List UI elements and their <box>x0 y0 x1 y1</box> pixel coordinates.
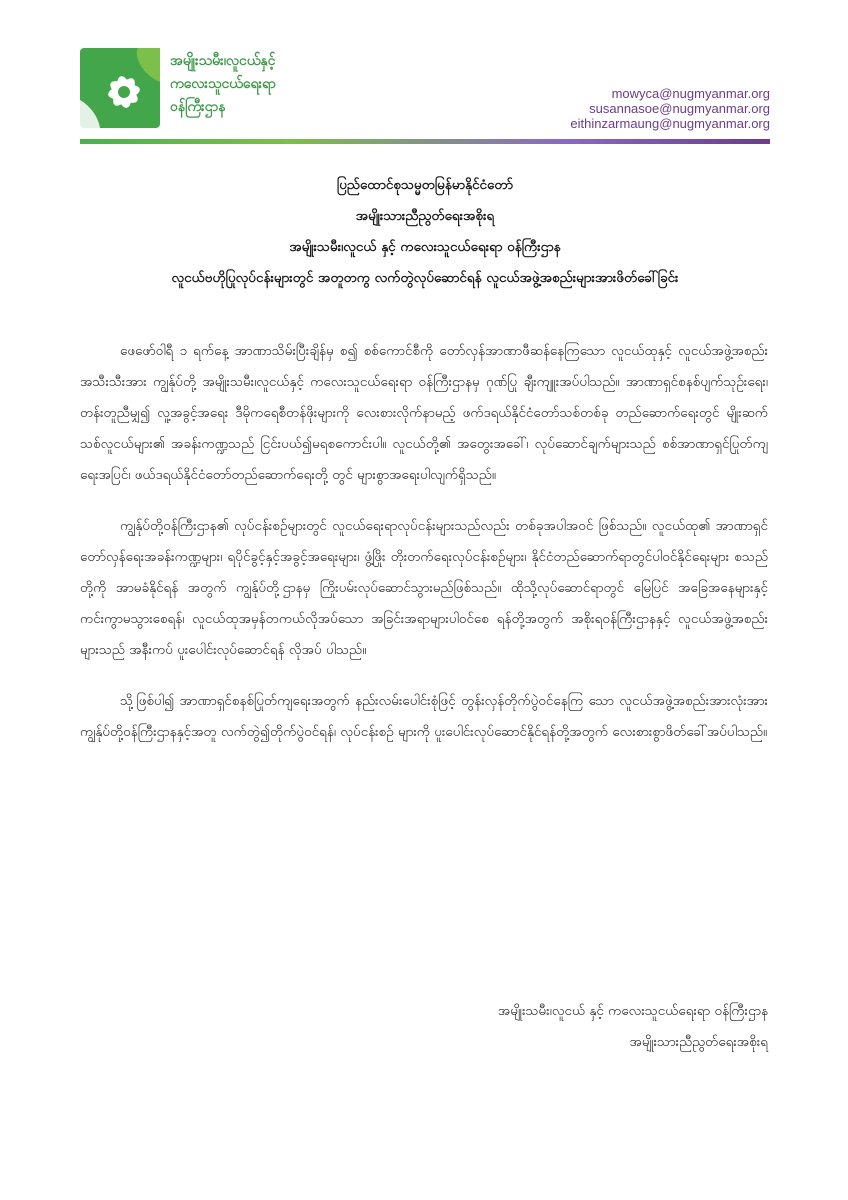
email-address[interactable]: mowyca@nugmyanmar.org <box>611 86 770 101</box>
body-paragraph: သို့ဖြစ်ပါ၍ အာဏာရှင်စနစ်ပြုတ်ကျရေးအတွက် နည်းလမ်းပေါင်းစုံဖြင့် တွန်းလှန်တိုက်ပွဲဝင်နေကြ သော လူငယ်အဖွဲ့အစည်းအားလုံးအား ကျွန်ုပ်တို့ဝန်ကြီးဌာနနှင့်အတူ လက်တွဲ၍တိုက်ပွဲဝင်ရန်၊ လုပ်ငန်းစဉ် များကို ပူးပေါင်းလုပ်ဆောင်နိုင်ရန်တို့အတွက် လေးစားစွာဖိတ်ခေါ်အပ်ပါသည်။ <box>80 693 768 740</box>
title-line-ministry: အမျိုးသမီး၊လူငယ် နှင့် ကလေးသူငယ်ရေးရာ ဝန်ကြီးဌာန <box>289 239 561 255</box>
flower-leaf-logo-icon <box>80 48 160 128</box>
logo-line: အမျိုးသမီး၊လူငယ်နှင့် <box>170 53 276 69</box>
document-title-block <box>80 170 770 294</box>
email-address[interactable]: susannasoe@nugmyanmar.org <box>589 101 770 116</box>
email-address[interactable]: eithinzarmaung@nugmyanmar.org <box>570 116 770 131</box>
logo-wordmark <box>170 50 345 119</box>
body-paragraph: ကျွန်ုပ်တို့ဝန်ကြီးဌာန၏ လုပ်ငန်းစဉ်များတွင် လူငယ်ရေးရာလုပ်ငန်းများသည်လည်း တစ်ခုအပါအဝင် ဖြစ်သည်။ လူငယ်ထု၏ အာဏာရှင်တော်လှန်ရေးအခန်းကဏ္ဍများ၊ ရပိုင်ခွင့်နှင့်အခွင့်အရေးများ၊ ဖွံ့ဖြိုး တိုးတက်ရေးလုပ်ငန်းစဉ်များ၊ နိုင်ငံတည်ဆောက်ရာတွင်ပါဝင်နိုင်ရေးများ စသည်တို့ကို အာမခံနိုင်ရန် အတွက် ကျွန်ုပ်တို့ဌာနမှ ကြိုးပမ်းလုပ်ဆောင်သွားမည်ဖြစ်သည်။ ထိုသို့လုပ်ဆောင်ရာတွင် မြေပြင် အခြေအနေများနှင့် ကင်းကွာမသွားစေရန်၊ လူငယ်ထုအမှန်တကယ်လိုအပ်သော အခြင်းအရာများပါဝင်စေ ရန်တို့အတွက် အစိုးရဝန်ကြီးဌာနနှင့် လူငယ်အဖွဲ့အစည်းများသည် အနီးကပ် ပူးပေါင်းလုပ်ဆောင်ရန် လိုအပ် ပါသည်။ <box>80 518 768 658</box>
logo-line: ကလေးသူငယ်ရေးရာ <box>170 76 276 92</box>
title-line-government: အမျိုးသားညီညွတ်ရေးအစိုးရ <box>355 208 495 224</box>
signature-government: အမျိုးသားညီညွတ်ရေးအစိုးရ <box>629 1034 768 1050</box>
letterhead <box>80 46 770 136</box>
header-divider <box>80 139 770 144</box>
ministry-logo <box>80 46 340 128</box>
contact-emails <box>570 86 770 131</box>
body-paragraph: ဖေဖော်ဝါရီ ၁ ရက်နေ့ အာဏာသိမ်းပြီးချိန်မှ စ၍ စစ်ကောင်စီကို တော်လှန်အာဏာဖီဆန်နေကြသော လူငယ်ထုနှင့် လူငယ်အဖွဲ့အစည်းအသီးသီးအား ကျွန်ုပ်တို့ အမျိုးသမီး၊လူငယ်နှင့် ကလေးသူငယ်ရေးရာ ဝန်ကြီးဌာနမှ ဂုဏ်ပြု ချီးကျူးအပ်ပါသည်။ အာဏာရှင်စနစ်ပျက်သုဉ်းရေး၊ တန်းတူညီမျှ၍ လူ့အခွင့်အရေး ဒီမိုကရေစီတန်ဖိုးများကို လေးစားလိုက်နာမည့် ဖက်ဒရယ်နိုင်ငံတော်သစ်တစ်ခု တည်ဆောက်ရေးတွင် မျိုးဆက်သစ်လူငယ်များ၏ အခန်းကဏ္ဍသည် ငြင်းပယ်၍မရစကောင်းပါ။ လူငယ်တို့၏ အတွေးအခေါ်၊ လုပ်ဆောင်ချက်များသည် စစ်အာဏာရှင်ပြုတ်ကျရေးအပြင်၊ ဖယ်ဒရယ်နိုင်ငံတော်တည်ဆောက်ရေးတို့ တွင် များစွာအရေးပါလျက်ရှိသည်။ <box>80 343 768 483</box>
title-line-subject: လူငယ်ဗဟိုပြုလုပ်ငန်းများတွင် အတူတကွ လက်တွဲလုပ်ဆောင်ရန် လူငယ်အဖွဲ့အစည်းများအားဖိတ်ခေါ်ခြင်း <box>171 270 679 286</box>
signature-block <box>498 996 768 1058</box>
title-line-country: ပြည်ထောင်စုသမ္မတမြန်မာနိုင်ငံတော် <box>336 177 514 193</box>
logo-line: ဝန်ကြီးဌာန <box>170 99 226 115</box>
signature-ministry: အမျိုးသမီး၊လူငယ် နှင့် ကလေးသူငယ်ရေးရာ ဝန်ကြီးဌာန <box>497 1003 768 1019</box>
letter-body <box>80 336 768 768</box>
